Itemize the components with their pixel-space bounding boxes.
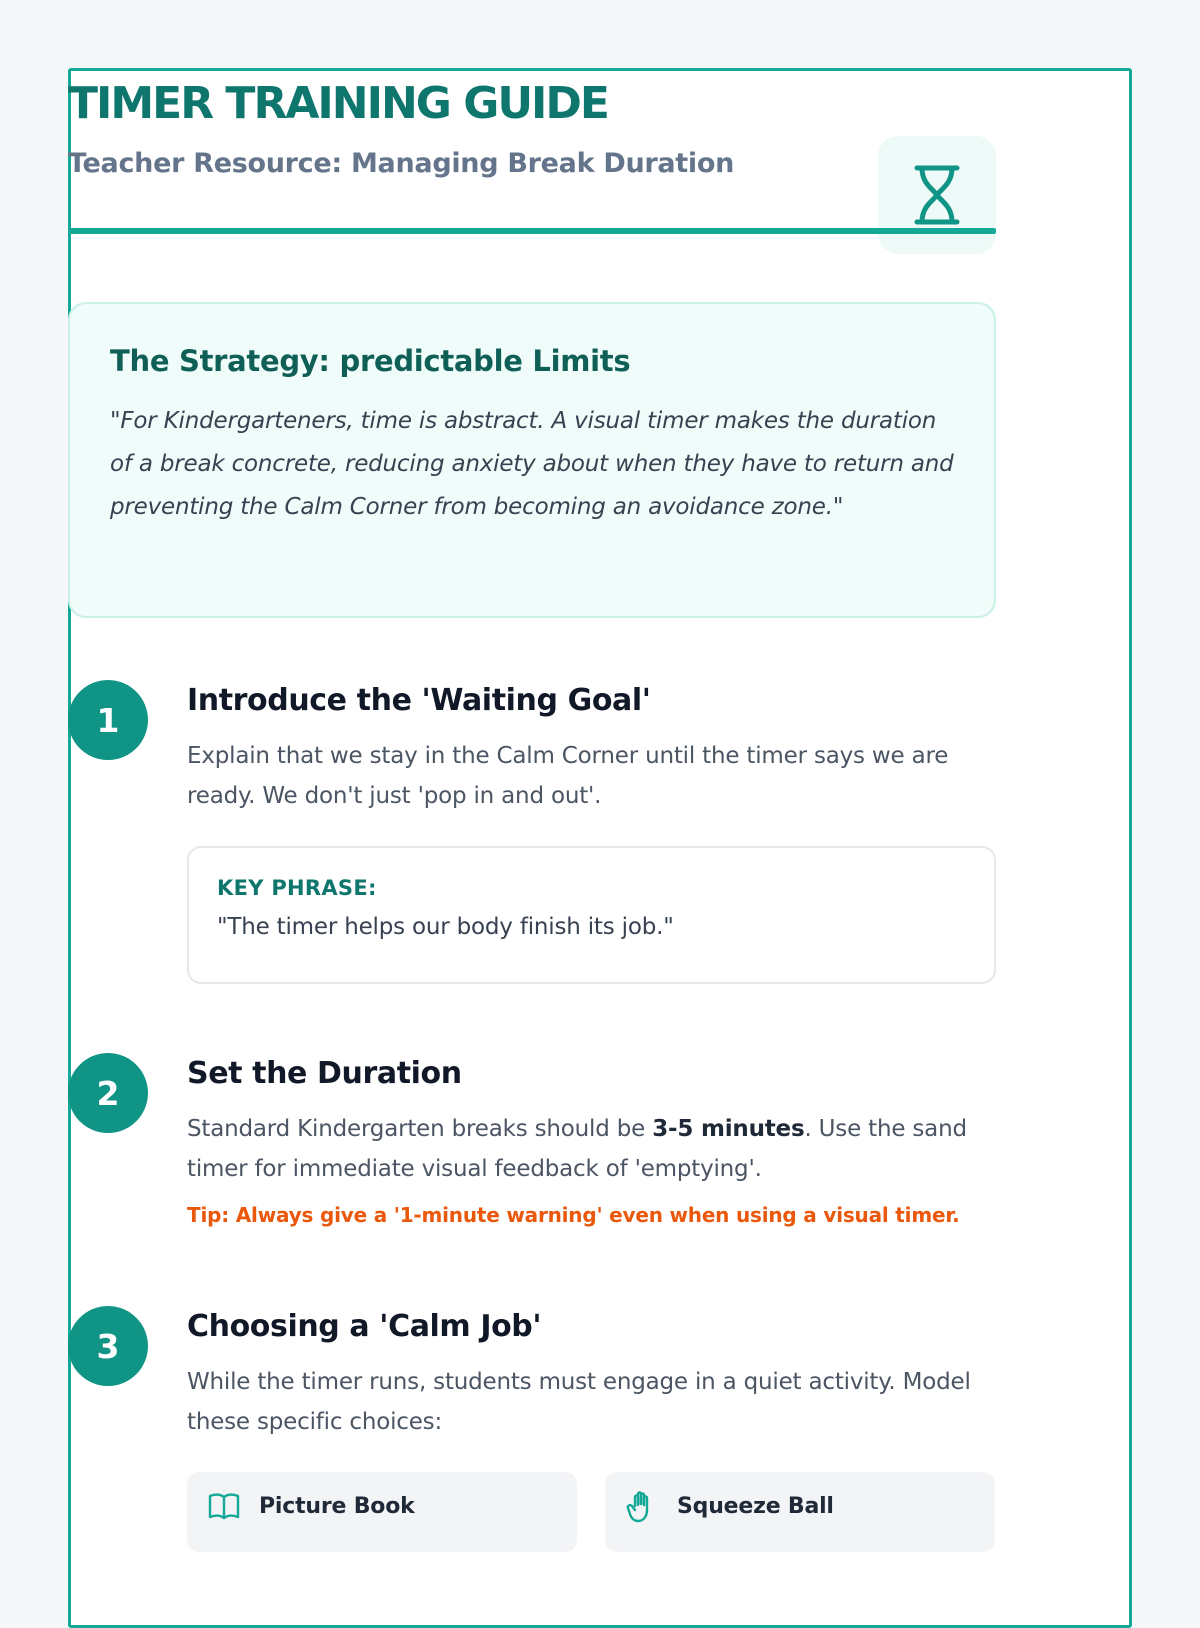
calm-job-choices xyxy=(187,1472,996,1552)
key-phrase-text: "The timer helps our body finish its job." xyxy=(217,914,674,940)
key-phrase-label: KEY PHRASE: xyxy=(217,876,377,900)
page-subtitle: Teacher Resource: Managing Break Duration xyxy=(68,148,735,179)
step-number: 3 xyxy=(68,1306,148,1386)
choice-label: Squeeze Ball xyxy=(677,1494,834,1519)
key-phrase-box xyxy=(187,846,996,984)
step-body xyxy=(187,1053,996,1227)
header xyxy=(68,80,996,200)
choice-label: Picture Book xyxy=(259,1494,415,1519)
step-text-start: Standard Kindergarten breaks should be xyxy=(187,1116,653,1142)
strategy-quote: "For Kindergarteners, time is abstract. A visual timer makes the duration of a break concrete, reducing anxiety about when they have to return and preventing the Calm Corner from becoming an avoidance zone." xyxy=(110,408,954,520)
step-number: 1 xyxy=(68,680,148,760)
step-text-end: . Use the sand timer for immediate visual feedback of 'emptying'. xyxy=(187,1116,967,1182)
step-text: While the timer runs, students must engage in a quiet activity. Model these specific choices: xyxy=(187,1369,971,1435)
step-body xyxy=(187,680,996,984)
step-title: Introduce the 'Waiting Goal' xyxy=(187,683,651,718)
page-title: TIMER TRAINING GUIDE xyxy=(68,78,608,129)
hand-icon xyxy=(625,1490,659,1524)
book-icon xyxy=(207,1490,241,1524)
choice-squeeze-ball xyxy=(605,1472,995,1552)
step-title: Choosing a 'Calm Job' xyxy=(187,1309,542,1344)
step-body xyxy=(187,1306,996,1552)
tip-text: Tip: Always give a '1-minute warning' even when using a visual timer. xyxy=(187,1203,960,1227)
duration-highlight: 3-5 minutes xyxy=(652,1116,805,1142)
strategy-heading: The Strategy: predictable Limits xyxy=(110,344,631,378)
step-text xyxy=(187,1109,996,1189)
choice-picture-book xyxy=(187,1472,577,1552)
header-divider xyxy=(68,228,996,234)
step-number: 2 xyxy=(68,1053,148,1133)
step-title: Set the Duration xyxy=(187,1056,462,1091)
step-text: Explain that we stay in the Calm Corner until the timer says we are ready. We don't just 'pop in and out'. xyxy=(187,743,949,809)
hourglass-icon xyxy=(913,164,961,226)
strategy-callout xyxy=(68,302,996,618)
hourglass-icon-box xyxy=(878,136,996,254)
